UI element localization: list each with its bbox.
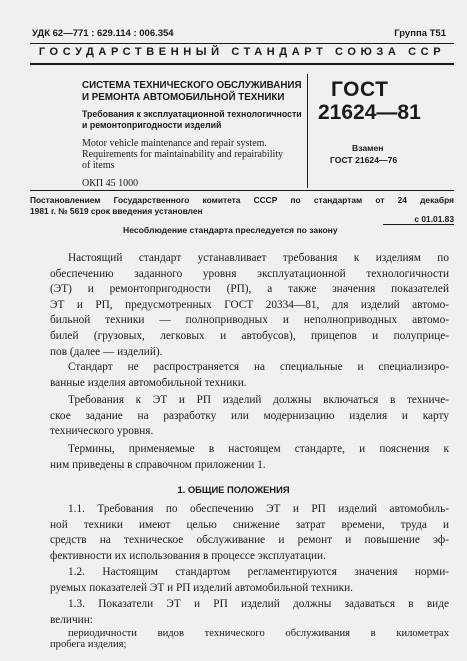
text-line: Требования к ЭТ и РП изделий должны включаться в техниче- bbox=[68, 394, 449, 406]
text-line: Стандарт не распространяется на специальные и специализиро- bbox=[68, 361, 449, 373]
title-en-line-1: Motor vehicle maintenance and repair system. bbox=[82, 138, 267, 149]
decree-line-1: Постановлением Государственного комитета СССР по стандартам от 24 декабря bbox=[30, 195, 454, 205]
text-line: 1.2. Настоящим стандартом регламентируются значения норми- bbox=[68, 566, 449, 578]
text-line: технического уровня. bbox=[50, 425, 154, 438]
text-line: (ЭТ) и ремонтопригодности (РП), а также значения показателей bbox=[50, 283, 449, 296]
text-line: пов (далее — изделий). bbox=[50, 345, 163, 358]
text-line: 1.3. Показатели ЭТ и РП изделий должны задаваться в виде bbox=[68, 598, 449, 610]
title-en-line-2: Requirements for maintainability and repairability bbox=[82, 149, 284, 160]
text-line: руемых показателей ЭТ и РП изделий автомобильной техники. bbox=[50, 581, 353, 594]
text-line: средств на техническое обслуживание и ремонт и повышение эф- bbox=[50, 534, 449, 547]
udk-code: УДК 62—771 : 629.114 : 006.354 bbox=[32, 28, 174, 39]
decree-line-2: 1981 г. № 5619 срок введения установлен bbox=[30, 206, 203, 216]
paragraph-periodicity bbox=[50, 628, 449, 650]
decree-rule bbox=[30, 190, 454, 191]
paragraph-scope bbox=[50, 360, 449, 391]
effective-date-rule bbox=[383, 224, 454, 225]
replaces-label: Взамен bbox=[352, 143, 384, 153]
paragraph-terms bbox=[50, 442, 449, 473]
section-heading: 1. ОБЩИЕ ПОЛОЖЕНИЯ bbox=[177, 484, 290, 495]
title-ru-line-1: СИСТЕМА ТЕХНИЧЕСКОГО ОБСЛУЖИВАНИЯ bbox=[82, 80, 302, 91]
text-line: билей (грузовых, легковых и автобусов), прицепов и полуприце- bbox=[50, 329, 449, 342]
group-code: Группа Т51 bbox=[394, 28, 446, 39]
text-line: фективности их использования в процессе эксплуатации. bbox=[50, 549, 326, 562]
title-en-line-3: of items bbox=[82, 160, 115, 171]
gost-number: 21624—81 bbox=[318, 101, 421, 124]
text-line: периодичности видов технического обслуживания в километрах bbox=[68, 628, 449, 639]
text-line: ЭТ и РП, предусмотренных ГОСТ 20334—81, для изделий автомо- bbox=[50, 298, 449, 311]
text-line: бильной техники — полноприводных и неполноприводных автомо- bbox=[50, 314, 449, 327]
text-line: ной техники имеют целью снижение затрат времени, труда и bbox=[50, 518, 449, 531]
paragraph-intro bbox=[50, 251, 449, 360]
text-line: Настоящий стандарт устанавливает требования к изделиям по bbox=[68, 252, 449, 264]
text-line: величин: bbox=[50, 613, 93, 626]
paragraph-1-2 bbox=[50, 565, 449, 596]
effective-date: с 01.01.83 bbox=[414, 214, 454, 224]
paragraph-1-1 bbox=[50, 502, 449, 564]
paragraph-1-3 bbox=[50, 597, 449, 628]
header-banner: ГОСУДАРСТВЕННЫЙ СТАНДАРТ СОЮЗА ССР bbox=[38, 46, 446, 58]
top-rule bbox=[30, 43, 454, 44]
text-line: ванные изделия автомобильной техники. bbox=[50, 376, 247, 389]
text-line: 1.1. Требования по обеспечению ЭТ и РП изделий автомобиль- bbox=[68, 503, 449, 515]
subtitle-ru-line-2: и ремонтопригодности изделий bbox=[82, 120, 222, 130]
text-line: обеспечению заданного уровня эксплуатационной технологичности bbox=[50, 267, 449, 280]
banner-rule bbox=[30, 63, 454, 65]
gost-label: ГОСТ bbox=[331, 78, 389, 101]
text-line: пробега изделия; bbox=[50, 639, 127, 650]
paragraph-requirements bbox=[50, 393, 449, 440]
text-line: ское задание на разработку или модернизацию изделия и карту bbox=[50, 409, 449, 422]
text-line: Термины, применяемые в настоящем стандарте, и пояснения к bbox=[68, 443, 449, 455]
okp-code: ОКП 45 1000 bbox=[82, 178, 139, 189]
subtitle-ru-line-1: Требования к эксплуатационной технологичности bbox=[82, 109, 302, 119]
replaces-standard: ГОСТ 21624—76 bbox=[330, 155, 398, 165]
title-divider bbox=[307, 74, 308, 188]
violation-notice: Несоблюдение стандарта преследуется по закону bbox=[123, 225, 338, 235]
text-line: ним приведены в справочном приложении 1. bbox=[50, 458, 266, 471]
title-ru-line-2: И РЕМОНТА АВТОМОБИЛЬНОЙ ТЕХНИКИ bbox=[82, 92, 285, 103]
